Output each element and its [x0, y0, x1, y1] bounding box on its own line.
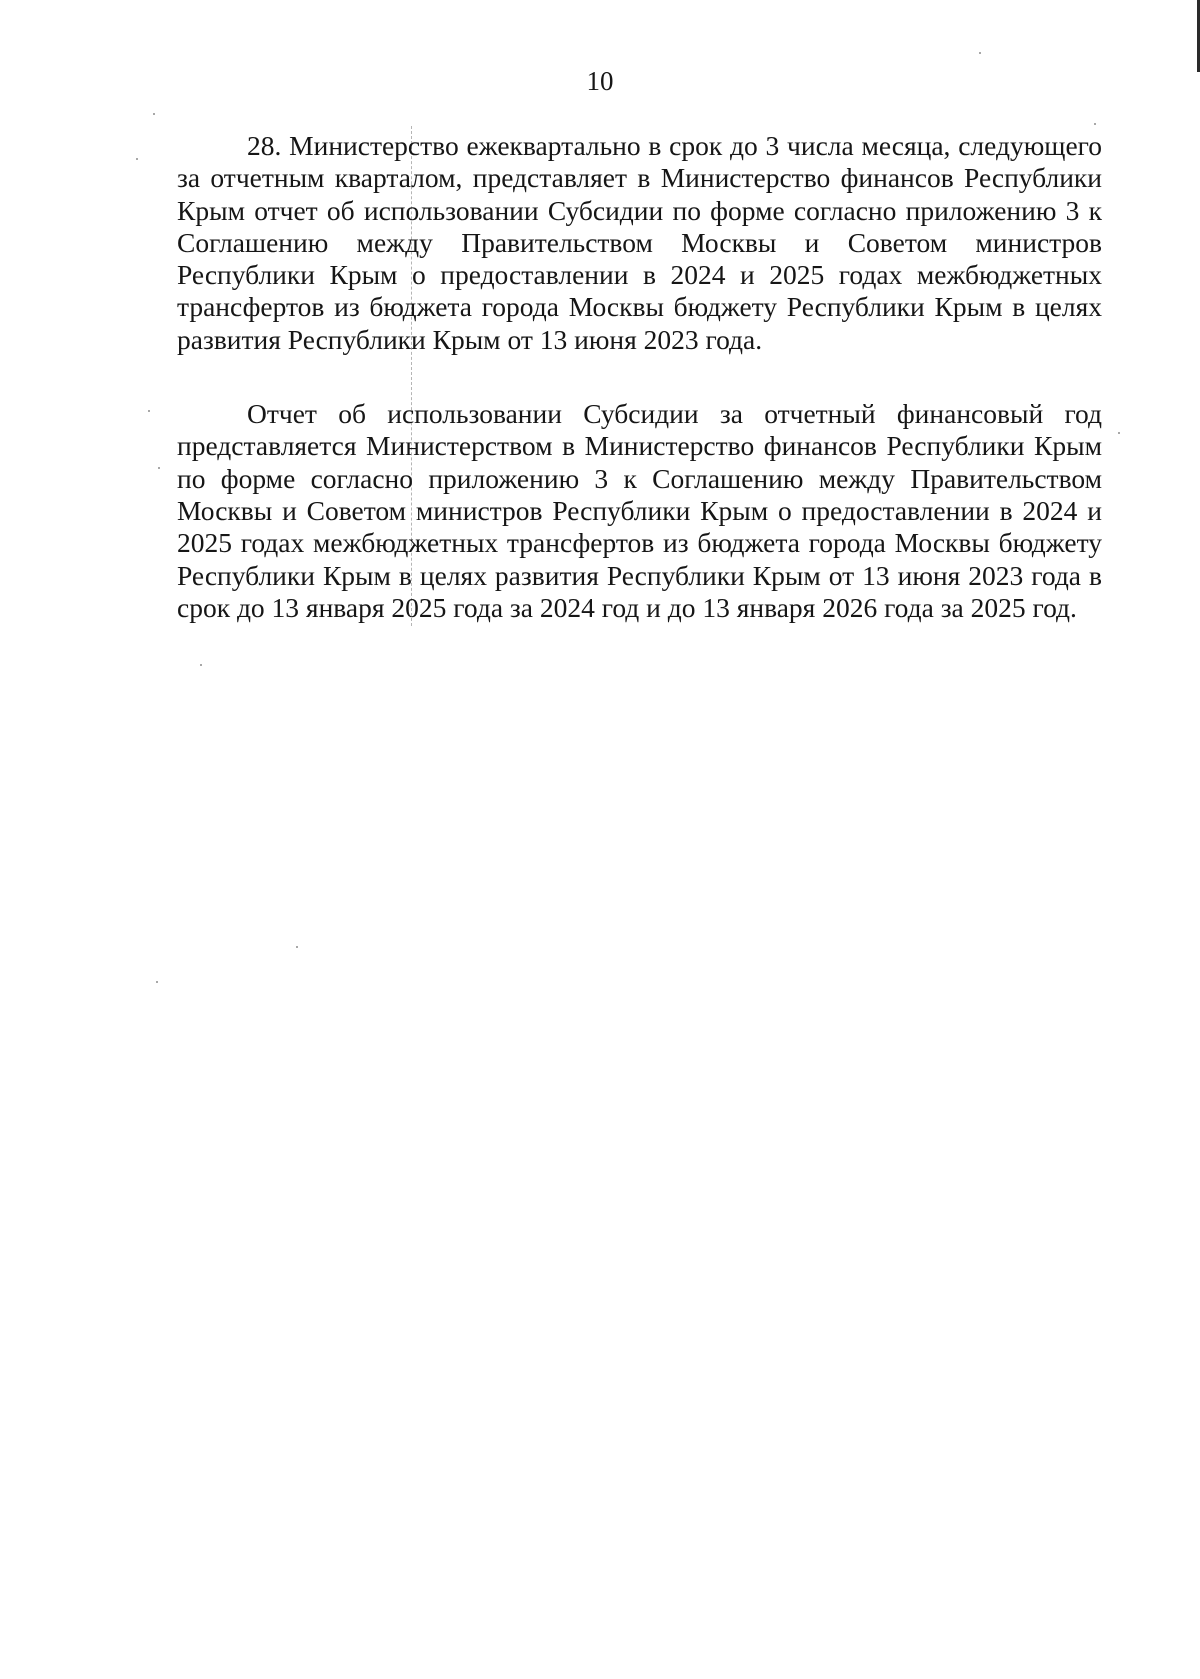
scan-speck — [153, 113, 155, 115]
scan-speck — [979, 52, 981, 54]
scan-speck — [156, 981, 158, 983]
page-number: 10 — [586, 66, 614, 96]
document-body — [177, 130, 1102, 624]
paragraph-28-quarterly-report: 28. Министерство ежеквартально в срок до 3 числа месяца, следующего за отчетным кварталом, представляет в Министерство финансов Республики Крым отчет об использовании Субсидии по форме согласно приложению 3 к Соглашению между Правительством Москвы и Советом министров Республики Крым о предоставлении в 2024 и 2025 годах межбюджетных трансфертов из бюджета города Москвы бюджету Республики Крым в целях развития Республики Крым от 13 июня 2023 года. — [177, 130, 1102, 355]
scan-speck — [148, 410, 150, 412]
scan-speck — [1094, 123, 1096, 125]
scan-speck — [136, 158, 138, 160]
paragraph-annual-report: Отчет об использовании Субсидии за отчетный финансовый год представляется Министерством в Министерство финансов Республики Крым по форме согласно приложению 3 к Соглашению между Правительством Москвы и Советом министров Республики Крым о предоставлении в 2024 и 2025 годах межбюджетных трансфертов из бюджета города Москвы бюджету Республики Крым в целях развития Республики Крым от 13 июня 2023 года в срок до 13 января 2025 года за 2024 год и до 13 января 2026 года за 2025 год. — [177, 398, 1102, 623]
scan-speck — [158, 467, 160, 469]
scan-speck — [1118, 432, 1120, 434]
scan-speck — [296, 946, 298, 948]
scan-speck — [200, 664, 202, 666]
